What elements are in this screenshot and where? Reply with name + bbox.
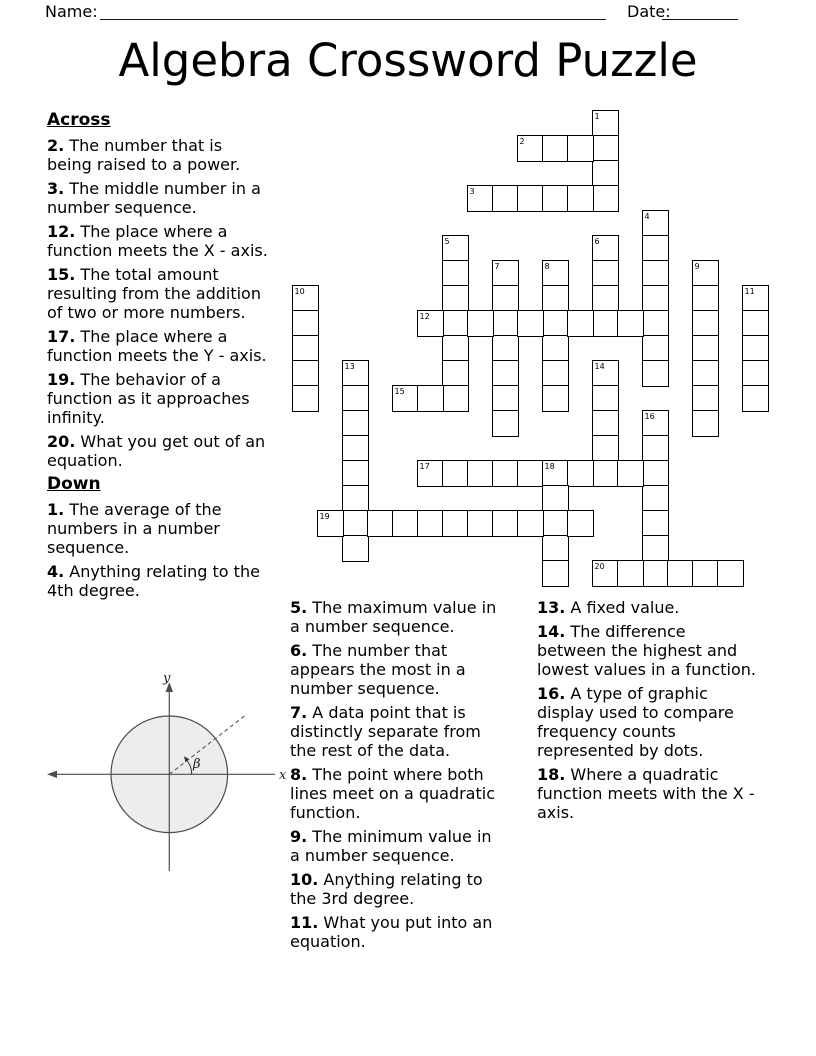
grid-cell[interactable] bbox=[442, 510, 469, 537]
clue-number: 15. bbox=[47, 265, 76, 284]
grid-cell[interactable] bbox=[742, 285, 769, 312]
clue-13: 13. A fixed value. bbox=[537, 598, 680, 617]
clue-1: 1. The average of the numbers in a number sequence. bbox=[47, 500, 222, 557]
grid-cell[interactable] bbox=[292, 360, 319, 387]
grid-cell[interactable] bbox=[442, 335, 469, 362]
grid-cell[interactable] bbox=[342, 460, 369, 487]
clue-number: 9. bbox=[290, 827, 308, 846]
grid-cell[interactable] bbox=[642, 285, 669, 312]
cell-number: 10 bbox=[294, 286, 305, 296]
grid-cell[interactable] bbox=[692, 410, 719, 437]
clue-number: 16. bbox=[537, 684, 566, 703]
down-clue-list-2 bbox=[290, 598, 497, 951]
cell-number: 18 bbox=[544, 461, 555, 471]
clue-number: 5. bbox=[290, 598, 308, 617]
clue-9: 9. The minimum value in a number sequence. bbox=[290, 827, 492, 865]
grid-cell[interactable] bbox=[642, 310, 669, 337]
clue-number: 20. bbox=[47, 432, 76, 451]
grid-cell[interactable] bbox=[342, 535, 369, 562]
grid-cell[interactable] bbox=[517, 510, 544, 537]
clue-14: 14. The difference between the highest and lowest values in a function. bbox=[537, 622, 756, 679]
grid-cell[interactable] bbox=[292, 310, 319, 337]
grid-cell[interactable] bbox=[742, 310, 769, 337]
grid-cell[interactable] bbox=[567, 310, 594, 337]
grid-cell[interactable] bbox=[492, 335, 519, 362]
grid-cell[interactable] bbox=[542, 185, 569, 212]
cell-number: 1 bbox=[594, 111, 600, 121]
clue-number: 2. bbox=[47, 136, 65, 155]
grid-cell[interactable] bbox=[592, 160, 619, 187]
clue-number: 19. bbox=[47, 370, 76, 389]
grid-cell[interactable] bbox=[692, 385, 719, 412]
cell-number: 6 bbox=[594, 236, 600, 246]
clue-2: 2. The number that is being raised to a power. bbox=[47, 136, 241, 174]
grid-cell[interactable] bbox=[492, 310, 519, 337]
clue-20: 20. What you get out of an equation. bbox=[47, 432, 266, 470]
grid-cell[interactable] bbox=[542, 485, 569, 512]
grid-cell[interactable] bbox=[342, 360, 369, 387]
grid-cell[interactable] bbox=[692, 285, 719, 312]
grid-cell[interactable] bbox=[642, 360, 669, 387]
grid-cell[interactable] bbox=[442, 285, 469, 312]
x-axis-label: x bbox=[279, 768, 287, 783]
clue-number: 18. bbox=[537, 765, 566, 784]
grid-cell[interactable] bbox=[567, 185, 594, 212]
grid-cell[interactable] bbox=[617, 460, 644, 487]
clue-number: 10. bbox=[290, 870, 319, 889]
clue-column-middle bbox=[290, 598, 497, 956]
down-heading: Down bbox=[47, 474, 101, 494]
clue-15: 15. The total amount resulting from the addition of two or more numbers. bbox=[47, 265, 261, 322]
clue-7: 7. A data point that is distinctly separate from the rest of the data. bbox=[290, 703, 481, 760]
grid-cell[interactable] bbox=[592, 285, 619, 312]
clue-number: 8. bbox=[290, 765, 308, 784]
cell-number: 16 bbox=[644, 411, 655, 421]
grid-cell[interactable] bbox=[542, 335, 569, 362]
grid-cell[interactable] bbox=[592, 110, 619, 137]
grid-cell[interactable] bbox=[542, 385, 569, 412]
grid-cell[interactable] bbox=[442, 310, 469, 337]
across-clue-list bbox=[47, 136, 268, 470]
grid-cell[interactable] bbox=[292, 285, 319, 312]
grid-cell[interactable] bbox=[342, 410, 369, 437]
grid-cell[interactable] bbox=[542, 135, 569, 162]
date-label: Date: bbox=[627, 2, 671, 21]
cell-number: 4 bbox=[644, 211, 650, 221]
cell-number: 17 bbox=[419, 461, 430, 471]
grid-cell[interactable] bbox=[442, 260, 469, 287]
page-title: Algebra Crossword Puzzle bbox=[118, 34, 698, 87]
clue-number: 14. bbox=[537, 622, 566, 641]
grid-cell[interactable] bbox=[567, 510, 594, 537]
grid-cell[interactable] bbox=[592, 185, 619, 212]
grid-cell[interactable] bbox=[592, 235, 619, 262]
cell-number: 19 bbox=[319, 511, 330, 521]
grid-cell[interactable] bbox=[642, 510, 669, 537]
grid-cell[interactable] bbox=[542, 360, 569, 387]
circle-angle-diagram bbox=[40, 668, 295, 883]
cell-number: 7 bbox=[494, 261, 500, 271]
grid-cell[interactable] bbox=[542, 285, 569, 312]
grid-cell[interactable] bbox=[542, 310, 569, 337]
cell-number: 14 bbox=[594, 361, 605, 371]
grid-cell[interactable] bbox=[692, 360, 719, 387]
grid-cell[interactable] bbox=[492, 460, 519, 487]
grid-cell[interactable] bbox=[592, 560, 619, 587]
clue-4: 4. Anything relating to the 4th degree. bbox=[47, 562, 260, 600]
grid-cell[interactable] bbox=[417, 460, 444, 487]
cell-number: 11 bbox=[744, 286, 755, 296]
grid-cell[interactable] bbox=[742, 385, 769, 412]
clue-8: 8. The point where both lines meet on a quadratic function. bbox=[290, 765, 495, 822]
grid-cell[interactable] bbox=[492, 185, 519, 212]
y-axis-label: y bbox=[163, 671, 171, 686]
grid-cell[interactable] bbox=[517, 185, 544, 212]
down-clue-list-3 bbox=[537, 598, 759, 822]
grid-cell[interactable] bbox=[642, 485, 669, 512]
clue-6: 6. The number that appears the most in a number sequence. bbox=[290, 641, 466, 698]
grid-cell[interactable] bbox=[592, 260, 619, 287]
grid-cell[interactable] bbox=[692, 335, 719, 362]
grid-cell[interactable] bbox=[592, 135, 619, 162]
grid-cell[interactable] bbox=[592, 360, 619, 387]
cell-number: 5 bbox=[444, 236, 450, 246]
grid-cell[interactable] bbox=[692, 260, 719, 287]
clue-number: 1. bbox=[47, 500, 65, 519]
grid-cell[interactable] bbox=[317, 510, 344, 537]
grid-cell[interactable] bbox=[617, 560, 644, 587]
clue-16: 16. A type of graphic display used to compare frequency counts represented by dots. bbox=[537, 684, 734, 760]
grid-cell[interactable] bbox=[642, 560, 669, 587]
grid-cell[interactable] bbox=[667, 560, 694, 587]
cell-number: 15 bbox=[394, 386, 405, 396]
date-blank-line[interactable] bbox=[662, 1, 738, 20]
clue-number: 17. bbox=[47, 327, 76, 346]
grid-cell[interactable] bbox=[342, 510, 369, 537]
cell-number: 8 bbox=[544, 261, 550, 271]
cell-number: 9 bbox=[694, 261, 700, 271]
clue-number: 12. bbox=[47, 222, 76, 241]
across-heading: Across bbox=[47, 110, 111, 130]
grid-cell[interactable] bbox=[292, 385, 319, 412]
clue-5: 5. The maximum value in a number sequence. bbox=[290, 598, 497, 636]
cell-number: 20 bbox=[594, 561, 605, 571]
grid-cell[interactable] bbox=[467, 460, 494, 487]
grid-cell[interactable] bbox=[567, 460, 594, 487]
grid-cell[interactable] bbox=[542, 535, 569, 562]
grid-cell[interactable] bbox=[642, 335, 669, 362]
name-blank-line[interactable] bbox=[100, 1, 606, 20]
clue-number: 7. bbox=[290, 703, 308, 722]
grid-cell[interactable] bbox=[642, 260, 669, 287]
grid-cell[interactable] bbox=[467, 510, 494, 537]
clue-19: 19. The behavior of a function as it approaches infinity. bbox=[47, 370, 250, 427]
grid-cell[interactable] bbox=[342, 435, 369, 462]
grid-cell[interactable] bbox=[492, 410, 519, 437]
grid-cell[interactable] bbox=[642, 410, 669, 437]
down-clue-list-1 bbox=[47, 500, 268, 600]
clue-number: 6. bbox=[290, 641, 308, 660]
grid-cell[interactable] bbox=[417, 510, 444, 537]
grid-cell[interactable] bbox=[542, 260, 569, 287]
grid-cell[interactable] bbox=[517, 135, 544, 162]
grid-cell[interactable] bbox=[492, 360, 519, 387]
grid-cell[interactable] bbox=[517, 460, 544, 487]
grid-cell[interactable] bbox=[367, 510, 394, 537]
clue-10: 10. Anything relating to the 3rd degree. bbox=[290, 870, 483, 908]
grid-cell[interactable] bbox=[692, 310, 719, 337]
grid-cell[interactable] bbox=[392, 510, 419, 537]
grid-cell[interactable] bbox=[442, 460, 469, 487]
grid-cell[interactable] bbox=[492, 285, 519, 312]
clue-number: 4. bbox=[47, 562, 65, 581]
grid-cell[interactable] bbox=[467, 185, 494, 212]
grid-cell[interactable] bbox=[492, 510, 519, 537]
grid-cell[interactable] bbox=[342, 485, 369, 512]
grid-cell[interactable] bbox=[417, 385, 444, 412]
grid-cell[interactable] bbox=[517, 310, 544, 337]
clue-column-right bbox=[537, 598, 759, 827]
grid-cell[interactable] bbox=[592, 385, 619, 412]
cell-number: 13 bbox=[344, 361, 355, 371]
grid-cell[interactable] bbox=[542, 560, 569, 587]
cell-number: 12 bbox=[419, 311, 430, 321]
clue-17: 17. The place where a function meets the Y - axis. bbox=[47, 327, 267, 365]
grid-cell[interactable] bbox=[417, 310, 444, 337]
grid-cell[interactable] bbox=[492, 260, 519, 287]
grid-cell[interactable] bbox=[342, 385, 369, 412]
cell-number: 2 bbox=[519, 136, 525, 146]
angle-label: β bbox=[193, 757, 201, 772]
grid-cell[interactable] bbox=[642, 460, 669, 487]
crossword-grid bbox=[292, 110, 794, 612]
grid-cell[interactable] bbox=[642, 235, 669, 262]
grid-cell[interactable] bbox=[467, 310, 494, 337]
clue-column-left bbox=[47, 111, 268, 605]
grid-cell[interactable] bbox=[742, 335, 769, 362]
grid-cell[interactable] bbox=[742, 360, 769, 387]
grid-cell[interactable] bbox=[642, 210, 669, 237]
grid-cell[interactable] bbox=[567, 135, 594, 162]
grid-cell[interactable] bbox=[542, 510, 569, 537]
grid-cell[interactable] bbox=[692, 560, 719, 587]
grid-cell[interactable] bbox=[592, 310, 619, 337]
clue-3: 3. The middle number in a number sequence. bbox=[47, 179, 261, 217]
x-axis-arrowhead bbox=[47, 771, 57, 778]
grid-cell[interactable] bbox=[492, 385, 519, 412]
grid-cell[interactable] bbox=[442, 360, 469, 387]
grid-cell[interactable] bbox=[592, 460, 619, 487]
clue-12: 12. The place where a function meets the X - axis. bbox=[47, 222, 268, 260]
grid-cell[interactable] bbox=[642, 435, 669, 462]
grid-cell[interactable] bbox=[592, 410, 619, 437]
clue-18: 18. Where a quadratic function meets with the X - axis. bbox=[537, 765, 755, 822]
clue-number: 13. bbox=[537, 598, 566, 617]
grid-cell[interactable] bbox=[292, 335, 319, 362]
grid-cell[interactable] bbox=[442, 385, 469, 412]
grid-cell[interactable] bbox=[392, 385, 419, 412]
clue-number: 3. bbox=[47, 179, 65, 198]
grid-cell[interactable] bbox=[592, 435, 619, 462]
name-label: Name: bbox=[45, 2, 98, 21]
grid-cell[interactable] bbox=[642, 535, 669, 562]
grid-cell[interactable] bbox=[617, 310, 644, 337]
clue-number: 11. bbox=[290, 913, 319, 932]
cell-number: 3 bbox=[469, 186, 475, 196]
grid-cell[interactable] bbox=[442, 235, 469, 262]
grid-cell[interactable] bbox=[542, 460, 569, 487]
grid-cell[interactable] bbox=[717, 560, 744, 587]
clue-11: 11. What you put into an equation. bbox=[290, 913, 493, 951]
